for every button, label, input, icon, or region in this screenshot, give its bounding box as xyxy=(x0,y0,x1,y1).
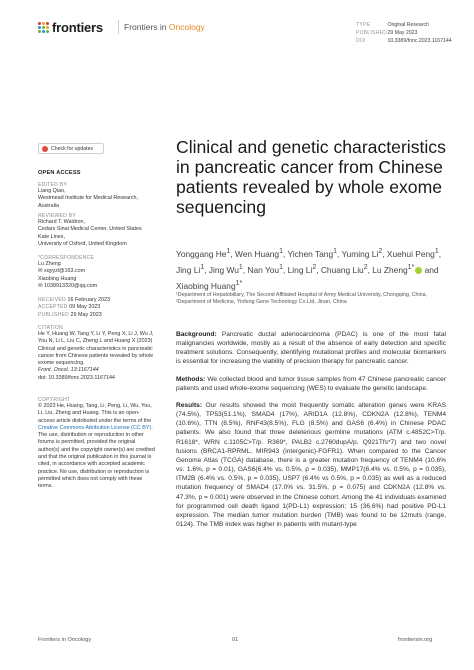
received-date-row: RECEIVED 16 February 2023 xyxy=(38,297,111,303)
frontiers-dots-icon xyxy=(38,22,49,33)
author[interactable]: Ling Li$^2$ xyxy=(287,264,317,275)
author[interactable]: Yonggang He$^1$ xyxy=(176,248,231,259)
brand-name: frontiers xyxy=(52,19,103,35)
author[interactable]: Jing Wu$^1$ xyxy=(208,264,243,275)
reviewed-by-block xyxy=(38,213,156,248)
reviewed-by-text: Richard T. Waldron, Cedars Sinai Medical Center, United States Kate Lines, University of Oxford, United Kingdom xyxy=(38,219,142,247)
author[interactable]: Xiaobing Huang$^{1*}$ xyxy=(176,280,243,291)
reviewed-by-heading: REVIEWED BY xyxy=(38,213,77,219)
citation-journal: Front. Oncol. 13:1167144 xyxy=(38,367,99,374)
article-meta xyxy=(356,21,452,46)
page-number: 01 xyxy=(232,637,239,643)
copyright-heading: COPYRIGHT xyxy=(38,397,71,403)
article-published-row: PUBLISHED 29 May 2023 xyxy=(356,30,418,37)
copyright-text: © 2023 He, Huang, Tang, Li, Peng, Li, Wu, You, Li, Liu, Zheng and Huang. This is an open-access article distributed under the terms of the Creative Commons Attribution License (CC BY). The use, distribution or reproduction in other forums is permitted, provided the original author(s) and the copyright owner(s) are credited and that the original publication in this journal is cited, in accordance with accepted academic practice. No use, distribution or reproduction is permitted which does not comply with these terms. xyxy=(38,403,155,490)
check-updates-label: Check for updates xyxy=(51,145,94,152)
journal-prefix: Frontiers in xyxy=(124,22,167,32)
abstract-background: Background: Pancreatic ductal adenocarcinoma (PDAC) is one of the most fatal malignancies worldwide, mostly as a result of the absence of early detection and specific treatment solutions. Consequently, identifying mutational profiles and molecular biomarkers is essential for increasing the viability of precision therapy for pancreatic cancer. xyxy=(176,331,446,366)
author[interactable]: Yichen Tang$^1$ xyxy=(287,248,338,259)
correspondence-block xyxy=(38,255,156,290)
author[interactable]: Chuang Liu$^2$ xyxy=(320,264,368,275)
article-title: Clinical and genetic characteristics in pancreatic cancer from Chinese patients revealed by whole exome sequencing xyxy=(176,137,446,217)
abstract xyxy=(176,330,446,537)
citation-heading: CITATION xyxy=(38,325,63,331)
author[interactable]: Jing Li$^1$ xyxy=(176,264,205,275)
orcid-icon[interactable] xyxy=(415,267,422,274)
crossmark-icon xyxy=(42,146,48,152)
accepted-date-row: ACCEPTED 09 May 2023 xyxy=(38,304,101,311)
dates-block xyxy=(38,297,156,319)
abstract-methods: Methods: We collected blood and tumor tissue samples from 47 Chinese pancreatic cancer patients and used whole-exome sequencing (WES) to evaluate the genetic landscape. xyxy=(176,375,446,392)
header-divider xyxy=(118,20,119,34)
open-access-label: OPEN ACCESS xyxy=(38,170,81,176)
correspondence-text[interactable]: Lu Zheng ✉ xqyyzl@163.com Xiaobing Huang ✉ 1038913320@qq.com xyxy=(38,261,98,289)
published-date-row: PUBLISHED 29 May 2023 xyxy=(38,311,102,318)
citation-text: He Y, Huang W, Tang Y, Li Y, Peng X, Li J, Wu J, You N, Li L, Liu C, Zheng L and Huang X (2023) Clinical and genetic characteristics in pancreatic cancer from Chinese patients revealed by whole exome sequencing. xyxy=(38,331,154,367)
check-for-updates-button[interactable] xyxy=(38,143,104,154)
footer-journal: Frontiers in Oncology xyxy=(38,637,92,643)
journal-name[interactable] xyxy=(124,22,205,32)
author[interactable]: Lu Zheng$^{1*}$ xyxy=(372,265,422,275)
abstract-results: Results: Our results showed the most frequently somatic alteration genes were KRAS (74.5%), TP53(51.1%), SMAD4 (17%), ARID1A (12.8%), CDKN2A (12.8%), TENM4 (10.6%), TTN (8.5%), RNF43(8.5%), FLG (8.5%) and GAS6 (6.4%) in Chinese PDAC patients. We also found that three deleterious germline mutations (ATM c.4852C>T/p. R1618*, WRN c.1105C>T/p. R369*, PALB2 c.2760dupA/p. Q921Tfs*7) and two novel fusions (BRCA1-RPRML, MIR943 (intergenic)-FGFR1). When compared to the Cancer Genome Atlas (TCGA) database, there is a greater mutation frequency of TENM4 (10.6% vs. 1.6%, p = 0.01), GAS6(6.4% vs. 0.5%, p = 0.035), MMP17(6.4% vs. 0.5%, p = 0.035), ITM2B (6.4% vs. 0.5%, p = 0.035), USP7 (6.4% vs 0.5%, p = 0.035) as well as a reduced mutation frequency of SMAD4 (17.0% vs. 31.5%, p = 0.075) and CDKN2A (12.8% vs. 47.3%, p = 0.001) were observed in the Chinese cohort. Among the 41 individuals examined for programmed cell death ligand 1(PD-L1) expression; 15 (36.6%) had positive PD-L1 expression. The median tumor mutation burden (TMB) was found to be 12muts (range, 0124). The TMB index was higher in patients with mutant-type xyxy=(176,401,446,528)
journal-subject: Oncology xyxy=(168,22,205,32)
cc-by-license-link[interactable]: Creative Commons Attribution License (CC BY) xyxy=(38,424,152,431)
copyright-block xyxy=(38,397,156,491)
edited-by-text: Liang Qiao, Westmead Institute for Medical Research, Australia xyxy=(38,188,138,209)
citation-block xyxy=(38,325,156,382)
edited-by-heading: EDITED BY xyxy=(38,182,68,188)
correspondence-heading: *CORRESPONDENCE xyxy=(38,255,95,261)
author[interactable]: Xuehui Peng$^1$ xyxy=(386,248,439,259)
article-doi-row[interactable]: DOI 10.3389/fonc.2023.1167144 xyxy=(356,38,452,45)
author[interactable]: Wen Huang$^1$ xyxy=(235,248,283,259)
footer-site-link[interactable]: frontiersin.org xyxy=(398,637,433,643)
citation-doi[interactable]: doi: 10.3389/fonc.2023.1167144 xyxy=(38,374,115,381)
frontiers-logo[interactable] xyxy=(38,20,103,34)
author[interactable]: Yuming Li$^2$ xyxy=(341,248,383,259)
author[interactable]: Nan You$^1$ xyxy=(247,264,283,275)
article-type-row: TYPE Original Research xyxy=(356,22,429,28)
author-list: Yonggang He$^1$, Wen Huang$^1$, Yichen Tang$^1$, Yuming Li$^2$, Xuehui Peng$^1$, Jing Li$^1$, Jing Wu$^1$, Nan You$^1$, Ling Li$^2$, Chuang Liu$^2$, Lu Zheng$^{1*}$ and Xiaobing Huang$^{1*}$ xyxy=(176,248,442,291)
edited-by-block xyxy=(38,182,156,210)
affiliations: ¹Department of Hepatobiliary, The Second Affiliated Hospital of Army Medical University, Chongqing, China, ²Department of Medicine, Yinfeng Gene Technology Co.Ltd, Jinan, China xyxy=(176,292,428,305)
